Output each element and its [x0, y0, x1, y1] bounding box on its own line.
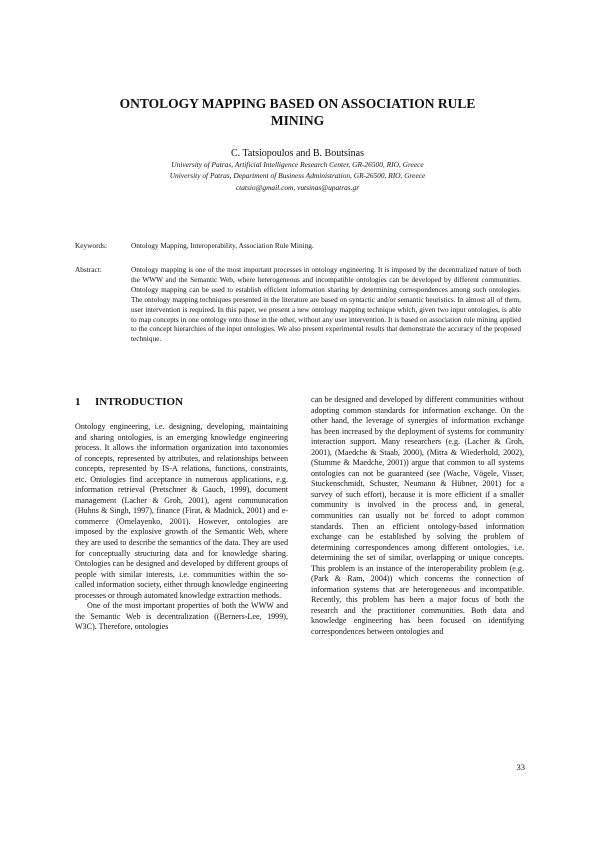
affiliation-1: University of Patras, Artificial Intelligence Research Center, GR-26500, RIO, Greece — [171, 160, 424, 169]
section-title: INTRODUCTION — [95, 396, 184, 408]
right-column — [311, 395, 524, 638]
intro-paragraph-2: One of the most important properties of both the WWW and the Semantic Web is decentralization ((Berners-Lee, 1999), W3C). Therefore, ontologies — [75, 601, 288, 632]
left-column — [75, 395, 288, 633]
keywords-text: Ontology Mapping, Interoperability, Association Rule Mining. — [131, 241, 314, 250]
intro-paragraph-1: Ontology engineering, i.e. designing, developing, maintaining and sharing ontologies, is an emerging knowledge engineering process. It allows the information organization into taxonomies of concepts, represented by attributes, and relationships between concepts, represented by IS-A relations, functions, constraints, etc. Ontologies find acceptance in numerous applications, e.g. information retrieval (Pretschner & Gauch, 1999), document management (Lacher & Groh, 2001), agent communication (Huhns & Singh, 1997), finance (Firat, & Madnick, 2001) and e-commerce (Omelayenko, 2001). However, ontologies are imposed by the explosive growth of the Semantic Web, where they are used to describe the semantics of the data. They are used for conceptually structuring data and for knowledge sharing. Ontologies can be designed and developed by different groups of people with similar interests, i.e. communities within the so-called information society, either through knowledge engineering processes or through automated knowledge extraction methods. — [75, 422, 288, 600]
intro-paragraph-3: can be designed and developed by different communities without adopting common standards for information exchange. On the other hand, the leverage of synergies of information exchange has been increased by the deployment of systems for community interaction support. Many researchers (e.g. (Lacher & Groh, 2001), (Maedche & Staab, 2000), (Mitra & Wiederhold, 2002), (Stumme & Maedche, 2001)) argue that common to all systems ontologies can not be guaranteed (see (Wache, Vögele, Visser, Stuckenschmidt, Schuster, Neumann & Hübner, 2001) for a survey of such effort), because it is more efficient if a smaller community is involved in the process and, in general, communities can usually not be forced to adopt common standards. Then an efficient ontology-based information exchange can be established by solving the problem of determining correspondences among different ontologies, i.e. determining the set of similar, overlapping or unique concepts. This problem is an instance of the interoperability problem (e.g. (Park & Ram, 2004)) which concerns the connection of information systems that are heterogeneous and incompatible. Recently, this problem has been a major focus of both the research and the practitioner communities. Both data and knowledge engineering has been focused on identifying correspondences between ontologies and — [311, 395, 524, 637]
page-number: 33 — [516, 762, 525, 772]
section-number: 1 — [75, 396, 81, 408]
paper-title: ONTOLOGY MAPPING BASED ON ASSOCIATION RULE MINING — [119, 96, 476, 128]
authors: C. Tatsiopoulos and B. Boutsinas — [230, 148, 364, 159]
abstract-label: Abstract: — [75, 265, 102, 274]
abstract-text: Ontology mapping is one of the most important processes in ontology engineering. It is imposed by the decentralized nature of both the WWW and the Semantic Web, where heterogeneous and incompatible ontologies can be developed by different communities. Ontology mapping can be used to establish efficient information sharing by determining correspondences among such ontologies. The ontology mapping techniques presented in the literature are based on syntactic and/or semantic heuristics. In almost all of them, user intervention is required. In this paper, we present a new ontology mapping technique which, given two input ontologies, is able to map concepts in one ontology onto those in the other, without any user intervention. It is based on association rule mining applied to the concept hierarchies of the input ontologies. We also present experimental results that demonstrate the accuracy of the proposed technique. — [131, 265, 521, 344]
affiliation-2: University of Patras, Department of Business Administration, GR-26500, RIO, Greece — [169, 171, 426, 180]
keywords-label: Keywords: — [75, 241, 108, 250]
author-emails: ctatsio@gmail.com, vutsinas@upatras.gr — [235, 183, 360, 192]
section-heading — [75, 395, 288, 409]
